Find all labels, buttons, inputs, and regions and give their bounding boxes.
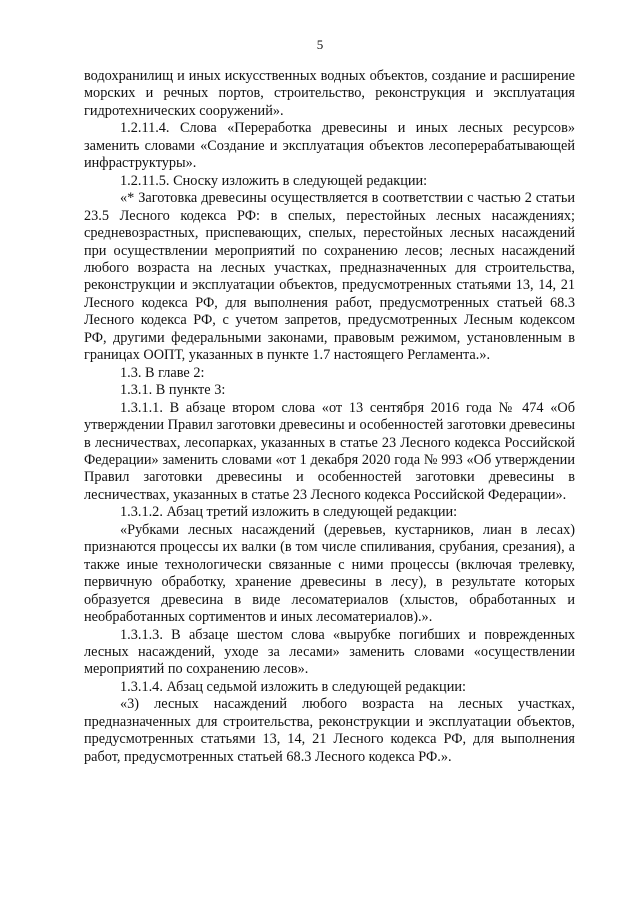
paragraph-1-3-1-1: 1.3.1.1. В абзаце втором слова «от 13 сентября 2016 года № 474 «Об утверждении Правил заготовки древесины и особенностей заготовки древесины в лесничествах, лесопарках, указанных в статье 23 Лесного кодекса Российской Федерации» заменить словами «от 1 декабря 2020 года № 993 «Об утверждении Правил заготовки древесины и особенностей заготовки древесины в лесничествах, указанных в статье 23 Лесного кодекса Российской Федерации». <box>84 399 575 503</box>
paragraph-logging-definition: «Рубками лесных насаждений (деревьев, кустарников, лиан в лесах) признаются процессы их валки (в том числе спиливания, срубания, срезания), а также иные технологически связанные с ними процессы (включая трелевку, первичную обработку, хранение древесины в лесу), в результате которых образуется древесина в виде лесоматериалов (хлыстов, обработанных и необработанных сортиментов и иных лесоматериалов).». <box>84 521 575 626</box>
paragraph-1-2-11-5: 1.2.11.5. Сноску изложить в следующей редакции: <box>120 172 428 189</box>
paragraph-continuation: водохранилищ и иных искусственных водных объектов, создание и расширение морских и речных портов, строительство, реконструкция и эксплуатация гидротехнических сооружений». <box>84 68 575 119</box>
paragraph-footnote-text: «* Заготовка древесины осуществляется в соответствии с частью 2 статьи 23.5 Лесного кодекса РФ: в спелых, перестойных лесных насаждениях; средневозрастных, приспевающих, спелых, перестойных лесных насаждений при осуществлении мероприятий по сохранению лесов; лесных насаждений любого возраста на лесных участках, предназначенных для строительства, реконструкции и эксплуатации объектов, предусмотренных статьями 13, 14, 21 Лесного кодекса РФ, для выполнения работ, предусмотренных статьей 68.3 Лесного кодекса РФ, с учетом запретов, предусмотренных Лесным кодексом РФ, другими федеральными законами, правовым режимом, установленным в границах ООПТ, указанных в пункте 1.7 настоящего Регламента.». <box>84 190 575 364</box>
paragraph-item-3: «3) лесных насаждений любого возраста на лесных участках, предназначенных для строительства, реконструкции и эксплуатации объектов, предусмотренных статьями 13, 14, 21 Лесного кодекса РФ, для выполнения работ, предусмотренных статьей 68.3 Лесного кодекса РФ.». <box>84 696 575 765</box>
paragraph-1-3-1: 1.3.1. В пункте 3: <box>120 382 226 399</box>
paragraph-1-2-11-4: 1.2.11.4. Слова «Переработка древесины и иных лесных ресурсов» заменить словами «Создание и эксплуатация объектов лесоперерабатывающей инфраструктуры». <box>84 120 575 172</box>
paragraph-1-3-1-2: 1.3.1.2. Абзац третий изложить в следующей редакции: <box>120 504 458 521</box>
paragraph-1-3-1-4: 1.3.1.4. Абзац седьмой изложить в следующей редакции: <box>120 678 466 695</box>
paragraph-1-3: 1.3. В главе 2: <box>120 364 205 381</box>
page-number: 5 <box>316 37 324 52</box>
document-body <box>84 68 575 766</box>
paragraph-1-3-1-3: 1.3.1.3. В абзаце шестом слова «вырубке погибших и поврежденных лесных насаждений, уходе за лесами» заменить словами «осуществлении мероприятий по сохранению лесов». <box>84 626 575 678</box>
